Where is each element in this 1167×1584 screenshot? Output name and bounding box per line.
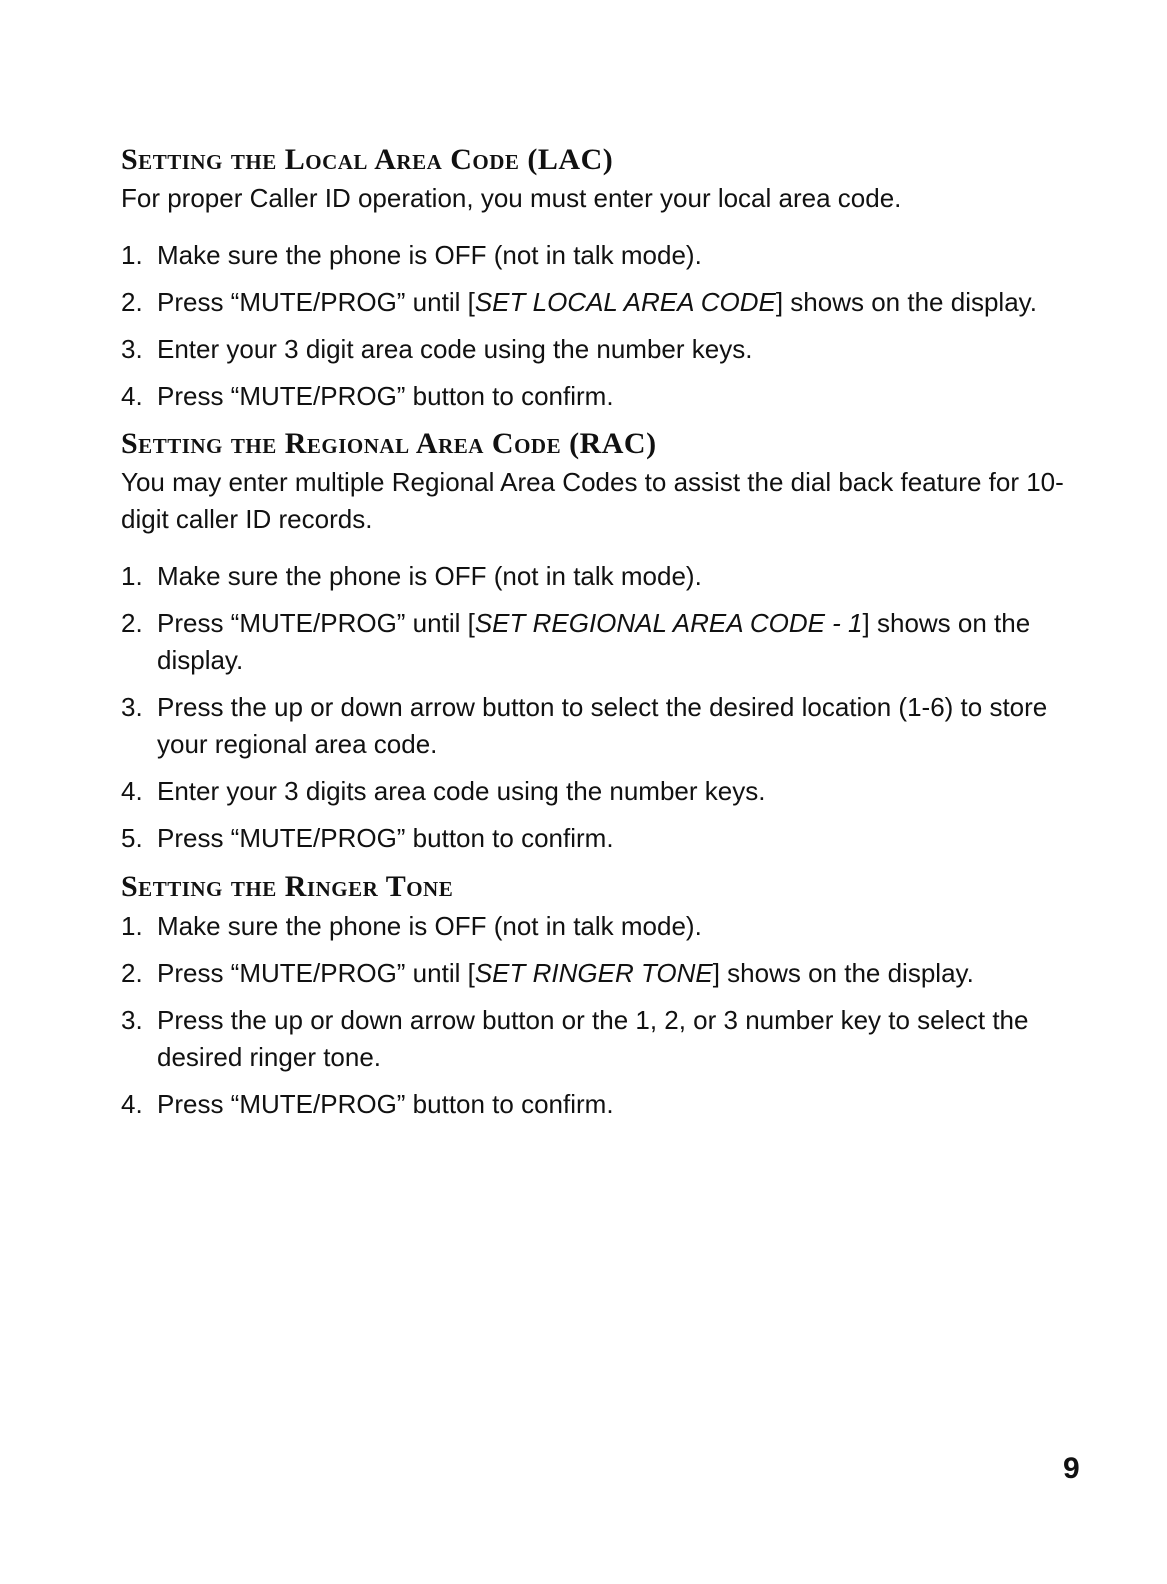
step-number: 2. <box>121 608 143 638</box>
step-text: Make sure the phone is OFF (not in talk mode). <box>157 561 702 591</box>
step-list-lac <box>121 237 1096 415</box>
page-number: 9 <box>1063 1452 1080 1485</box>
step-number: 3. <box>121 1005 143 1035</box>
list-item <box>121 1002 1096 1076</box>
step-text: Enter your 3 digit area code using the number keys. <box>157 334 753 364</box>
list-item <box>121 378 1096 415</box>
step-text: Make sure the phone is OFF (not in talk mode). <box>157 911 702 941</box>
list-item <box>121 689 1096 763</box>
step-text: Enter your 3 digits area code using the number keys. <box>157 776 766 806</box>
list-item <box>121 773 1096 810</box>
step-text: Press “MUTE/PROG” until [SET LOCAL AREA CODE] shows on the display. <box>157 287 1037 317</box>
step-number: 2. <box>121 287 143 317</box>
list-item <box>121 558 1096 595</box>
step-number: 1. <box>121 911 143 941</box>
step-number: 1. <box>121 240 143 270</box>
section-intro-rac: You may enter multiple Regional Area Codes to assist the dial back feature for 10-digit caller ID records. <box>121 467 1064 534</box>
section-heading-rac: Setting the Regional Area Code (RAC) <box>121 427 657 460</box>
step-text: Press the up or down arrow button or the 1, 2, or 3 number key to select the desired ringer tone. <box>157 1005 1029 1072</box>
section-heading-ringer: Setting the Ringer Tone <box>121 870 454 903</box>
step-text: Press “MUTE/PROG” button to confirm. <box>157 381 614 411</box>
step-number: 3. <box>121 692 143 722</box>
step-text: Press “MUTE/PROG” button to confirm. <box>157 823 614 853</box>
step-number: 5. <box>121 823 143 853</box>
step-list-rac <box>121 558 1096 857</box>
step-number: 3. <box>121 334 143 364</box>
step-list-ringer <box>121 908 1096 1123</box>
list-item <box>121 1086 1096 1123</box>
step-text: Press the up or down arrow button to select the desired location (1-6) to store your regional area code. <box>157 692 1048 759</box>
step-number: 1. <box>121 561 143 591</box>
step-text: Press “MUTE/PROG” until [SET RINGER TONE] shows on the display. <box>157 958 974 988</box>
step-number: 4. <box>121 381 143 411</box>
list-item <box>121 820 1096 857</box>
list-item <box>121 237 1096 274</box>
step-text: Press “MUTE/PROG” button to confirm. <box>157 1089 614 1119</box>
step-number: 2. <box>121 958 143 988</box>
section-intro-lac: For proper Caller ID operation, you must enter your local area code. <box>121 183 902 213</box>
list-item <box>121 955 1096 992</box>
list-item <box>121 605 1096 679</box>
list-item <box>121 284 1096 321</box>
list-item <box>121 331 1096 368</box>
section-heading-lac: Setting the Local Area Code (LAC) <box>121 143 614 176</box>
list-item <box>121 908 1096 945</box>
step-text: Press “MUTE/PROG” until [SET REGIONAL AREA CODE - 1] shows on the display. <box>157 608 1031 675</box>
step-number: 4. <box>121 1089 143 1119</box>
step-number: 4. <box>121 776 143 806</box>
step-text: Make sure the phone is OFF (not in talk mode). <box>157 240 702 270</box>
